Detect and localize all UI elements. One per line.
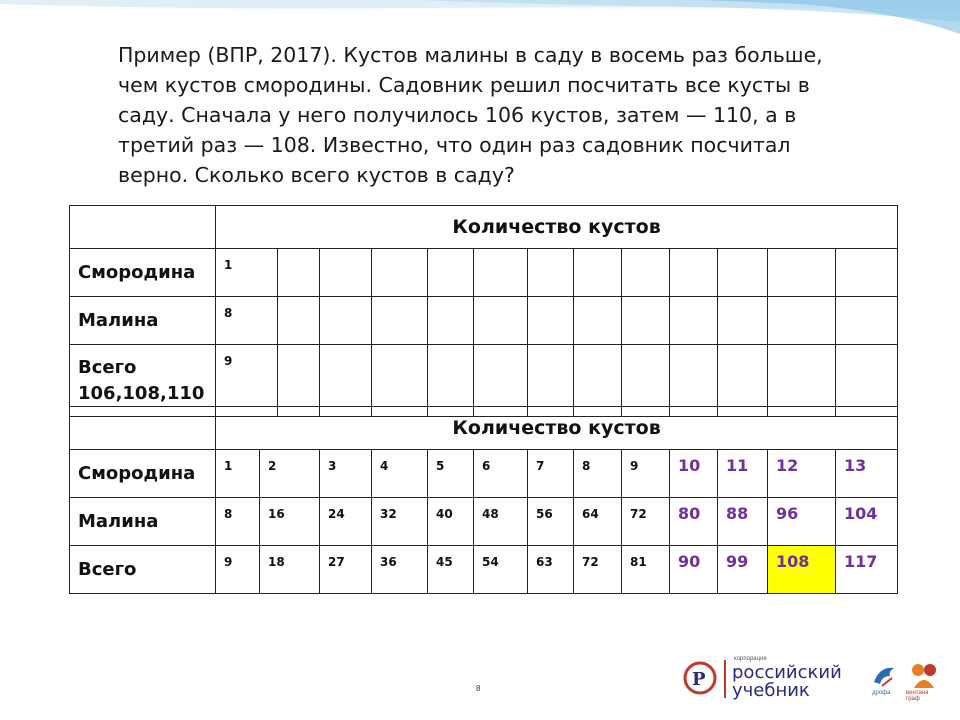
table-cell: 56 xyxy=(528,498,574,546)
corner-cell xyxy=(70,407,216,450)
problem-line: саду. Сначала у него получилось 106 кустов, затем — 110, а в xyxy=(118,103,797,127)
table-cell: 88 xyxy=(718,498,768,546)
table-cell xyxy=(528,249,574,297)
table-cell: 2 xyxy=(260,450,320,498)
table-cell: 9 xyxy=(216,345,278,417)
table-cell xyxy=(768,297,836,345)
table-cell: 4 xyxy=(372,450,428,498)
table-cell xyxy=(836,249,898,297)
problem-line: третий раз — 108. Известно, что один раз садовник посчитал xyxy=(118,133,791,157)
table-cell xyxy=(574,249,622,297)
table-cell: 7 xyxy=(528,450,574,498)
table-cell: 32 xyxy=(372,498,428,546)
row-label: Смородина xyxy=(70,450,216,498)
table-cell xyxy=(320,297,372,345)
table-cell xyxy=(372,297,428,345)
table-cell: 11 xyxy=(718,450,768,498)
table-cell xyxy=(574,297,622,345)
problem-line: верно. Сколько всего кустов в саду? xyxy=(118,163,515,187)
logo-line2: учебник xyxy=(732,680,810,701)
table-cell: 1 xyxy=(216,249,278,297)
ventana-graf-logo xyxy=(906,660,942,700)
table-cell xyxy=(278,297,320,345)
row-label: Малина xyxy=(70,498,216,546)
drofa-bird-icon xyxy=(868,660,904,690)
table-cell: 64 xyxy=(574,498,622,546)
table-cell: 45 xyxy=(428,546,474,594)
row-label: Малина xyxy=(70,297,216,345)
problem-line: Пример (ВПР, 2017). Кустов малины в саду в восемь раз больше, xyxy=(118,43,823,67)
table-cell: 13 xyxy=(836,450,898,498)
table-cell: 80 xyxy=(670,498,718,546)
row-label: Всего xyxy=(70,546,216,594)
table-cell: 6 xyxy=(474,450,528,498)
table-cell: 27 xyxy=(320,546,372,594)
svg-text:Р: Р xyxy=(692,669,706,690)
table-cell: 54 xyxy=(474,546,528,594)
logo-caption: корпорация xyxy=(734,656,767,662)
table-cell xyxy=(474,249,528,297)
table-cell: 9 xyxy=(622,450,670,498)
problem-line: чем кустов смородины. Садовник решил посчитать все кусты в xyxy=(118,73,810,97)
table-row xyxy=(70,297,898,345)
ventana-figure-icon xyxy=(906,660,942,690)
corner-cell xyxy=(70,206,216,249)
table-cell: 96 xyxy=(768,498,836,546)
bushes-table-empty xyxy=(69,205,898,417)
row-label-line: Всего xyxy=(78,356,137,378)
table-cell: 18 xyxy=(260,546,320,594)
table-row xyxy=(70,249,898,297)
table-cell: 1 xyxy=(216,450,260,498)
table-cell: 117 xyxy=(836,546,898,594)
table-cell: 40 xyxy=(428,498,474,546)
drofa-logo xyxy=(868,660,904,700)
row-label: Смородина xyxy=(70,249,216,297)
table-cell: 63 xyxy=(528,546,574,594)
bushes-table-filled xyxy=(69,406,898,594)
table-cell xyxy=(320,249,372,297)
table-cell xyxy=(278,249,320,297)
table-cell xyxy=(622,297,670,345)
table-cell xyxy=(670,297,718,345)
table-cell xyxy=(718,297,768,345)
table-cell: 104 xyxy=(836,498,898,546)
table-title: Количество кустов xyxy=(216,407,898,450)
table-cell: 99 xyxy=(718,546,768,594)
answer-cell: 108 xyxy=(768,546,836,594)
problem-statement xyxy=(118,40,938,190)
table-cell: 72 xyxy=(574,546,622,594)
table-row xyxy=(70,546,898,594)
page-number: 8 xyxy=(476,684,481,693)
table-cell xyxy=(428,249,474,297)
table-cell: 24 xyxy=(320,498,372,546)
table-cell: 16 xyxy=(260,498,320,546)
table-cell: 5 xyxy=(428,450,474,498)
ventana-caption: вентана граф xyxy=(906,690,929,702)
drofa-caption: дрофа xyxy=(872,690,891,696)
table-cell xyxy=(528,297,574,345)
logo-line1: российский xyxy=(732,662,842,683)
table-cell: 36 xyxy=(372,546,428,594)
table-cell xyxy=(836,297,898,345)
table-cell: 48 xyxy=(474,498,528,546)
table-cell: 3 xyxy=(320,450,372,498)
table-cell xyxy=(768,249,836,297)
table-cell: 81 xyxy=(622,546,670,594)
table-cell: 10 xyxy=(670,450,718,498)
table-cell xyxy=(670,249,718,297)
table-cell xyxy=(372,249,428,297)
table-cell: 90 xyxy=(670,546,718,594)
top-wave-decoration xyxy=(0,0,960,40)
table-cell: 72 xyxy=(622,498,670,546)
table-cell: 8 xyxy=(574,450,622,498)
table-cell xyxy=(474,297,528,345)
table-cell: 12 xyxy=(768,450,836,498)
row-label-line: 106,108,110 xyxy=(78,382,205,404)
table-cell xyxy=(718,249,768,297)
table-row xyxy=(70,498,898,546)
table-cell: 9 xyxy=(216,546,260,594)
table-cell: 8 xyxy=(216,297,278,345)
table-cell: 8 xyxy=(216,498,260,546)
table-title: Количество кустов xyxy=(216,206,898,249)
table-cell xyxy=(428,297,474,345)
ru-emblem-icon xyxy=(682,658,722,698)
table-row xyxy=(70,450,898,498)
table-cell xyxy=(622,249,670,297)
rossiyskiy-uchebnik-logo xyxy=(682,656,852,702)
logo-divider xyxy=(724,660,726,698)
